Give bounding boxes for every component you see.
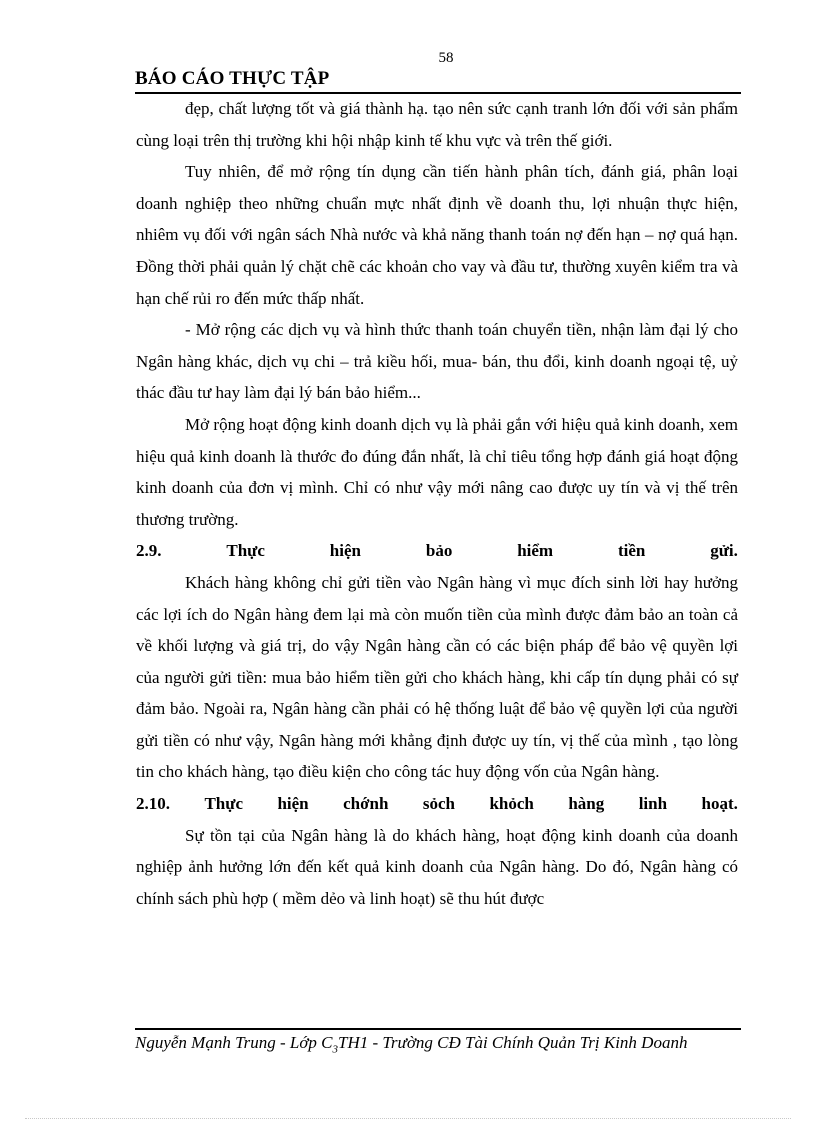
- heading-word: 2.9.: [136, 541, 162, 561]
- document-body: [136, 93, 738, 914]
- footer-author-line: [135, 1032, 735, 1060]
- heading-word: tiền: [617, 541, 646, 561]
- heading-word: hiện: [329, 541, 361, 561]
- paragraph-efficiency: Mở rộng hoạt động kinh doanh dịch vụ là phải gắn với hiệu quả kinh doanh, xem hiệu quả kinh doanh là thước đo đúng đắn nhất, là chỉ tiêu tổng hợp đánh giá hoạt động kinh doanh của đơn vị mình. Chỉ có như vậy mới nâng cao được uy tín và vị thế trên thương trường.: [136, 414, 738, 529]
- heading-word: gửi.: [710, 541, 738, 561]
- heading-word: 2.10.: [136, 794, 170, 814]
- paragraph-services: - Mở rộng các dịch vụ và hình thức thanh toán chuyển tiền, nhận làm đại lý cho Ngân hàng khác, dịch vụ chi – trả kiều hối, mua- bán, thu đổi, kinh doanh ngoại tệ, uỷ thác đầu tư hay làm đại lý bán bảo hiểm...: [136, 320, 738, 403]
- heading-word: sỏch: [422, 794, 455, 814]
- heading-word: khỏch: [489, 794, 534, 814]
- heading-word: hoạt.: [701, 794, 738, 814]
- paragraph-credit: Tuy nhiên, để mở rộng tín dụng cần tiến hành phân tích, đánh giá, phân loại doanh nghiệp theo những chuẩn mực nhất định về doanh thu, lợi nhuận thực hiện, nhiêm vụ đối với ngân sách Nhà nước và khả năng thanh toán nợ đến hạn – nợ quá hạn. Đồng thời phải quản lý chặt chẽ các khoản cho vay và đầu tư, thường xuyên kiểm tra và hạn chế rủi ro đến mức thấp nhất.: [136, 162, 738, 308]
- footer-author-suffix: TH1 - Trường CĐ Tài Chính Quản Trị Kinh Doanh: [338, 1033, 688, 1052]
- page-number: 58: [438, 50, 454, 66]
- page-bottom-edge: [25, 1118, 791, 1119]
- footer-class-subscript: 3: [332, 1043, 339, 1056]
- heading-word: hiện: [277, 794, 309, 814]
- footer-author-prefix: Nguyễn Mạnh Trung - Lớp C: [135, 1033, 333, 1052]
- heading-word: linh: [638, 794, 668, 814]
- paragraph-customer-policy: Sự tồn tại của Ngân hàng là do khách hàng, hoạt động kinh doanh của doanh nghiệp ảnh hưởng lớn đến kết quả kinh doanh của Ngân hàng. Do đó, Ngân hàng có chính sách phù hợp ( mềm dẻo và linh hoạt) sẽ thu hút được: [136, 825, 738, 908]
- paragraph-continued: đẹp, chất lượng tốt và giá thành hạ. tạo nên sức cạnh tranh lớn đối với sản phẩm cùng loại trên thị trường khi hội nhập kinh tế khu vực và trên thế giới.: [136, 99, 738, 150]
- heading-word: Thực: [226, 541, 265, 561]
- section-heading-2-9: [136, 535, 738, 567]
- heading-word: hàng: [568, 794, 605, 814]
- heading-word: bảo: [425, 541, 453, 561]
- heading-word: chớnh: [343, 794, 389, 814]
- paragraph-deposit-insurance: Khách hàng không chỉ gửi tiền vào Ngân hàng vì mục đích sinh lời hay hưởng các lợi ích do Ngân hàng đem lại mà còn muốn tiền của mình được đảm bảo an toàn cả về khối lượng và giá trị, do vậy Ngân hàng cần có các biện pháp để bảo vệ quyền lợi của người gửi tiền: mua bảo hiểm tiền gửi cho khách hàng, khi cấp tín dụng phải có sự đảm bảo. Ngoài ra, Ngân hàng cần phải có hệ thống luật để bảo vệ quyền lợi của người gửi tiền có như vậy, Ngân hàng mới khẳng định được uy tín, vị thế của mình , tạo lòng tin cho khách hàng, tạo điều kiện cho công tác huy động vốn của Ngân hàng.: [136, 572, 738, 782]
- section-heading-2-10: [136, 788, 738, 820]
- heading-word: hiểm: [517, 541, 554, 561]
- heading-word: Thực: [204, 794, 243, 814]
- footer-divider: [135, 1028, 741, 1030]
- header-title: BÁO CÁO THỰC TẬP: [135, 68, 330, 89]
